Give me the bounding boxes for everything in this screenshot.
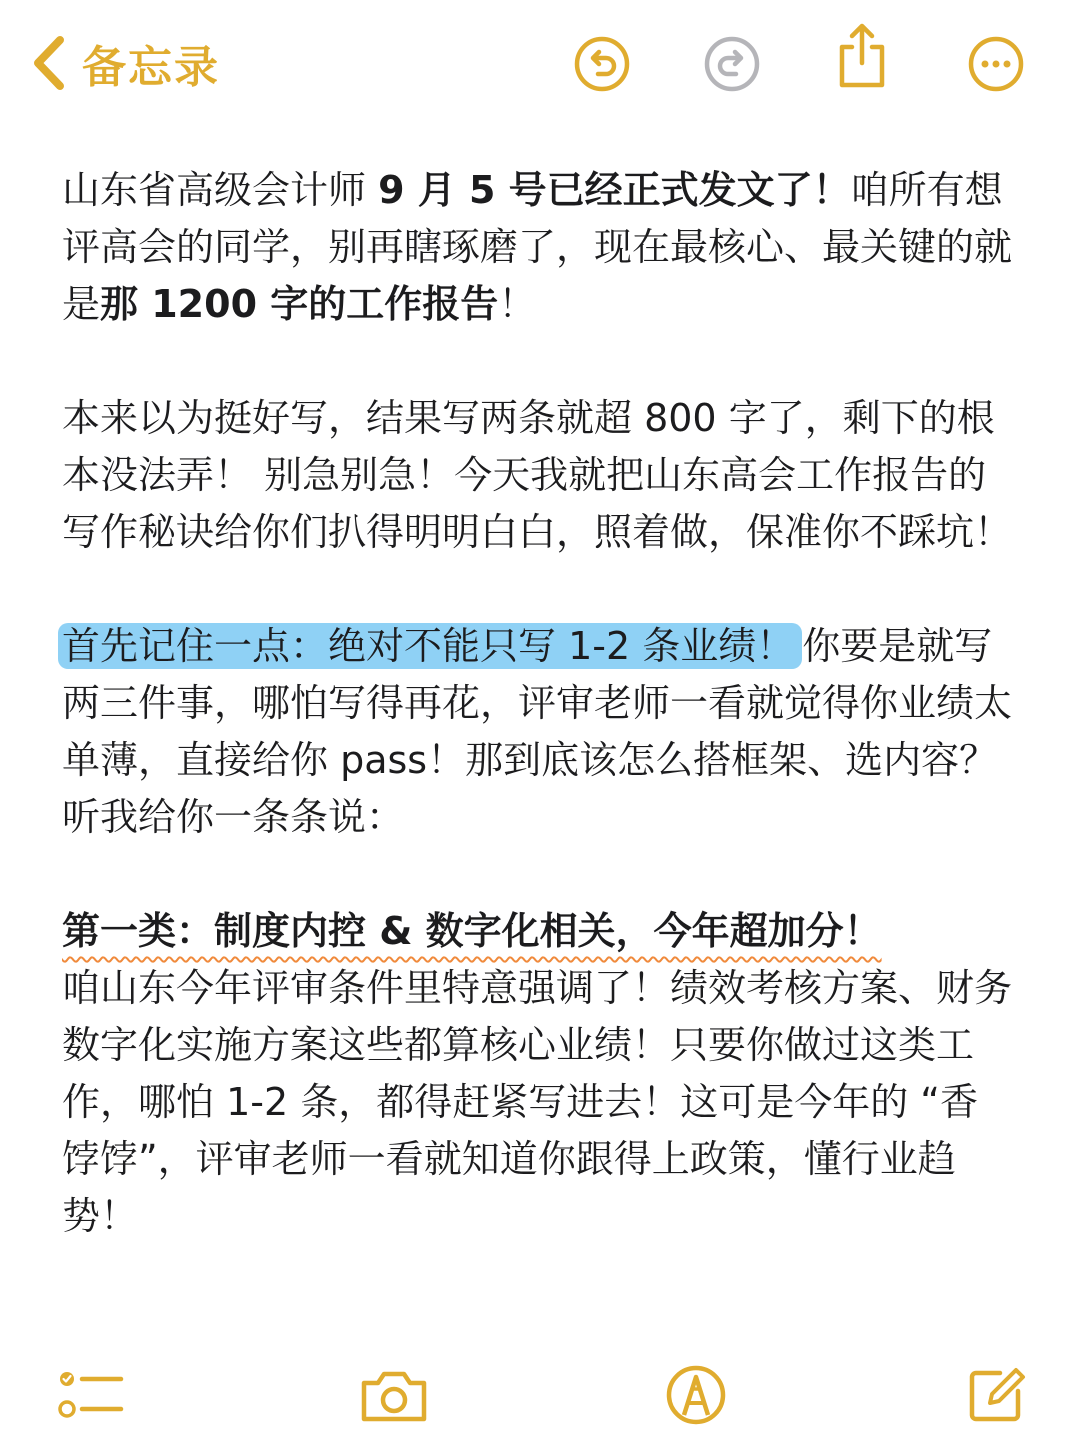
- paragraph-intro: 本来以为挺好写，结果写两条就超 800 字了，剩下的根本没法弄！ 别急别急！今天我就把山东高会工作报告的写作秘诀给你们扒得明明白白，照着做，保准你不踩坑！: [62, 396, 1013, 554]
- text-segment: ！: [498, 282, 537, 326]
- section-heading: 第一类：制度内控 & 数字化相关，今年超加分！: [62, 909, 882, 953]
- checklist-icon: [57, 1365, 127, 1425]
- paragraph-announcement: [62, 162, 1012, 333]
- back-label: 备忘录: [82, 42, 220, 93]
- more-button[interactable]: [964, 32, 1028, 96]
- share-button[interactable]: [830, 24, 894, 88]
- compose-button[interactable]: [956, 1355, 1036, 1435]
- markup-button[interactable]: [656, 1355, 736, 1435]
- text-segment: 你要是就写两三件事，哪怕写得再花，评审老师一看就觉得你业绩太单薄，直接给你 pass！那到底该怎么搭框架、选内容？听我给你一条条说：: [62, 624, 1013, 839]
- undo-icon: [572, 34, 632, 94]
- camera-button[interactable]: [354, 1355, 434, 1435]
- bold-text: 那 1200 字的工作报告: [100, 282, 499, 326]
- camera-icon: [358, 1365, 430, 1425]
- note-body[interactable]: [62, 162, 1012, 1245]
- bottom-toolbar: [0, 1345, 1080, 1440]
- back-button[interactable]: [28, 30, 220, 96]
- compose-icon: [964, 1363, 1028, 1427]
- redo-button[interactable]: [700, 32, 764, 96]
- markup-icon: [664, 1363, 728, 1427]
- checklist-button[interactable]: [52, 1355, 132, 1435]
- more-icon: [966, 34, 1026, 94]
- text-segment: 咱所有想评高会的同学，别再瞎琢磨了，现在最核心、最关键的就是: [62, 168, 1013, 326]
- redo-icon: [702, 34, 762, 94]
- paragraph-category-one: [62, 903, 1012, 1245]
- text-segment: 山东省高级会计师: [62, 168, 379, 212]
- navigation-bar: [0, 0, 1080, 130]
- bold-text: 9 月 5 号已经正式发文了！: [378, 168, 851, 212]
- highlighted-text: 首先记住一点：绝对不能只写 1-2 条业绩！: [58, 623, 802, 669]
- undo-button[interactable]: [570, 32, 634, 96]
- text-segment: 咱山东今年评审条件里特意强调了！绩效考核方案、财务数字化实施方案这些都算核心业绩！只要你做过这类工作，哪怕 1-2 条，都得赶紧写进去！这可是今年的 “香饽饽”，评审老师一看就知道你跟得上政策，懂行业趋势！: [62, 966, 1013, 1238]
- paragraph-key-point: [62, 618, 1012, 846]
- share-icon: [832, 21, 892, 91]
- chevron-left-icon: [28, 34, 68, 92]
